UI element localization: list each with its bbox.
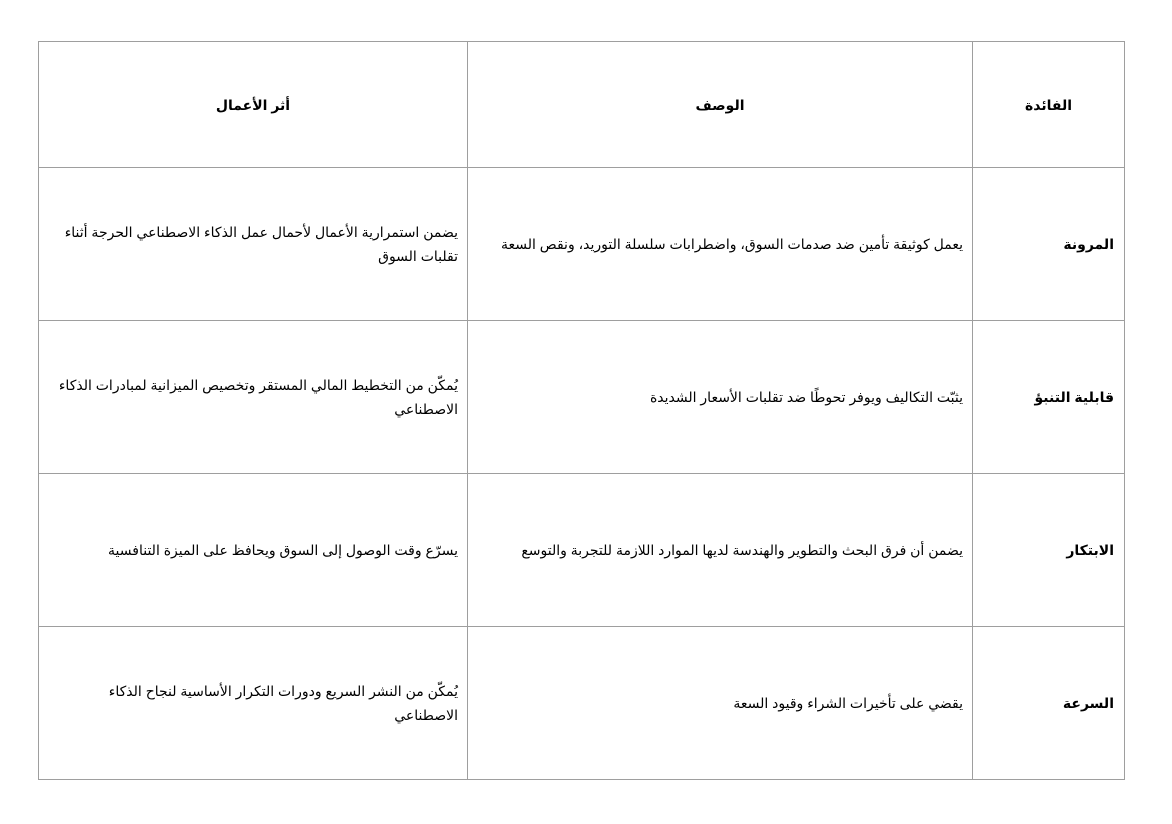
- table-header-row: [39, 42, 1125, 168]
- description-cell: يضمن أن فرق البحث والتطوير والهندسة لديها الموارد اللازمة للتجربة والتوسع: [468, 474, 973, 627]
- impact-cell: يُمكّن من التخطيط المالي المستقر وتخصيص الميزانية لمبادرات الذكاء الاصطناعي: [39, 321, 468, 474]
- table-row: [39, 321, 1125, 474]
- table-row: [39, 627, 1125, 780]
- table-row: [39, 474, 1125, 627]
- description-cell: يقضي على تأخيرات الشراء وقيود السعة: [468, 627, 973, 780]
- benefit-cell: قابلية التنبؤ: [973, 321, 1125, 474]
- impact-cell: يضمن استمرارية الأعمال لأحمال عمل الذكاء الاصطناعي الحرجة أثناء تقلبات السوق: [39, 168, 468, 321]
- description-cell: يثبّت التكاليف ويوفر تحوطًا ضد تقلبات الأسعار الشديدة: [468, 321, 973, 474]
- impact-cell: يُمكّن من النشر السريع ودورات التكرار الأساسية لنجاح الذكاء الاصطناعي: [39, 627, 468, 780]
- benefit-cell: الابتكار: [973, 474, 1125, 627]
- table-row: [39, 168, 1125, 321]
- benefits-table-container: [38, 41, 1124, 780]
- benefits-table: [38, 41, 1125, 780]
- description-cell: يعمل كوثيقة تأمين ضد صدمات السوق، واضطرابات سلسلة التوريد، ونقص السعة: [468, 168, 973, 321]
- benefit-cell: المرونة: [973, 168, 1125, 321]
- benefit-cell: السرعة: [973, 627, 1125, 780]
- impact-cell: يسرّع وقت الوصول إلى السوق ويحافظ على الميزة التنافسية: [39, 474, 468, 627]
- header-description: الوصف: [468, 42, 973, 168]
- header-impact: أثر الأعمال: [39, 42, 468, 168]
- header-benefit: الفائدة: [973, 42, 1125, 168]
